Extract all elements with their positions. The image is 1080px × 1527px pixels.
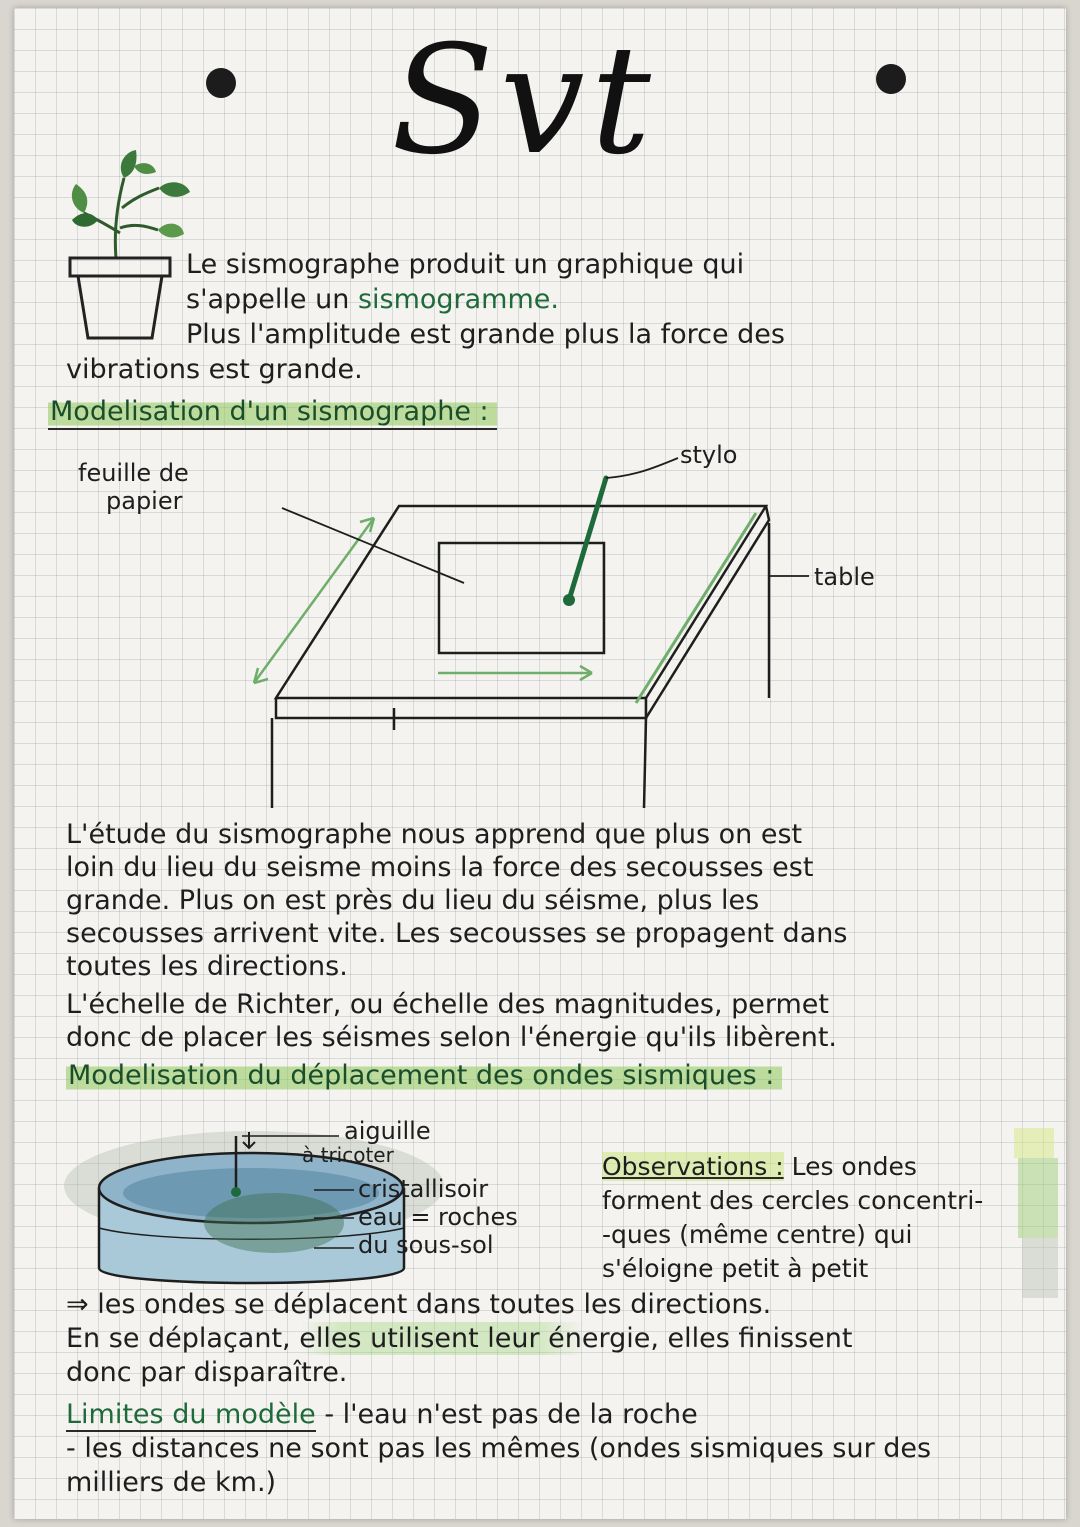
- limits-line-1: [66, 1398, 698, 1431]
- intro-line-3: Plus l'amplitude est grande plus la force des: [186, 319, 785, 350]
- observations-line-4: s'éloigne petit à petit: [602, 1254, 869, 1283]
- intro-line-4: vibrations est grande.: [66, 354, 363, 385]
- label-cristallisoir: cristallisoir: [358, 1175, 489, 1203]
- notebook-page: [14, 8, 1066, 1519]
- observations-text-1: Les ondes: [791, 1152, 917, 1181]
- observations-label: Observations :: [602, 1152, 784, 1181]
- limits-item-1: - l'eau n'est pas de la roche: [324, 1399, 698, 1430]
- section-heading-ondes: Modelisation du déplacement des ondes sismiques :: [66, 1060, 782, 1092]
- label-table: table: [814, 563, 875, 591]
- conclusion-line-1: ⇒ les ondes se déplacent dans toutes les directions.: [66, 1289, 772, 1320]
- label-paper-line-2: papier: [106, 487, 183, 515]
- study-line-5: toutes les directions.: [66, 951, 348, 982]
- label-paper-line-1: feuille de: [78, 459, 189, 487]
- study-line-4: secousses arrivent vite. Les secousses se propagent dans: [66, 918, 848, 949]
- section-heading-sismographe: Modelisation d'un sismographe :: [48, 396, 497, 430]
- study-line-3: grande. Plus on est près du lieu du séisme, plus les: [66, 885, 760, 916]
- study-line-1: L'étude du sismographe nous apprend que plus on est: [66, 819, 803, 850]
- intro-line-2a: s'appelle un: [186, 284, 358, 315]
- label-needle-line-1: aiguille: [344, 1117, 431, 1145]
- study-line-6: L'échelle de Richter, ou échelle des magnitudes, permet: [66, 989, 830, 1020]
- limits-line-3: milliers de km.): [66, 1467, 277, 1498]
- term-sismogramme: sismogramme.: [357, 284, 559, 315]
- label-water-line-1: eau = roches: [358, 1203, 518, 1231]
- observations-line-3: -ques (même centre) qui: [602, 1220, 913, 1249]
- observations-line-1: [602, 1150, 917, 1183]
- study-line-7: donc de placer les séismes selon l'énergie qu'ils libèrent.: [66, 1022, 838, 1053]
- study-line-2: loin du lieu du seisme moins la force des secousses est: [66, 852, 814, 883]
- limits-label: Limites du modèle: [66, 1399, 316, 1430]
- label-water-line-2: du sous-sol: [358, 1231, 494, 1259]
- label-pen: stylo: [680, 441, 738, 469]
- label-needle-line-2: à tricoter: [302, 1143, 394, 1167]
- conclusion-line-2: En se déplaçant, elles utilisent leur énergie, elles finissent: [66, 1323, 853, 1354]
- conclusion-line-3: donc par disparaître.: [66, 1357, 348, 1388]
- intro-line-1: Le sismographe produit un graphique qui: [186, 249, 745, 280]
- limits-line-2: - les distances ne sont pas les mêmes (ondes sismiques sur des: [66, 1433, 932, 1464]
- page-title: Svt: [391, 14, 657, 188]
- observations-line-2: forment des cercles concentri-: [602, 1186, 984, 1215]
